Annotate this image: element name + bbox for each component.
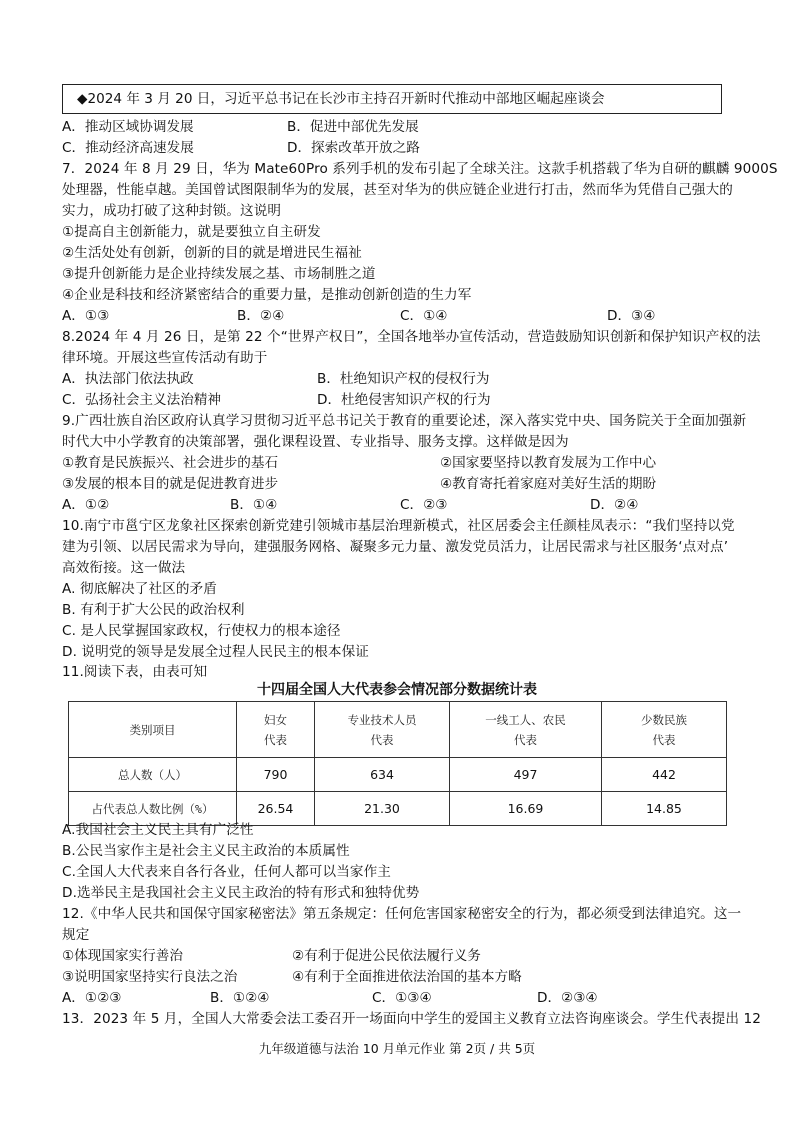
q12-option-d: D．②③④ (537, 990, 598, 1006)
q12-item-2: ②有利于促进公民依法履行义务 (292, 948, 481, 964)
q9-stem-line-2: 时代大中小学教育的决策部署，强化课程设置、专业指导、服务支撑。这样做是因为 (62, 434, 569, 450)
table-header-cell: 类别项目 (69, 702, 237, 758)
q7-stem-line-1: 7．2024 年 8 月 29 日，华为 Mate60Pro 系列手机的发布引起了全球关注。这款手机搭载了华为自研的麒麟 9000S (62, 161, 778, 177)
q10-stem-line-3: 高效衔接。这一做法 (62, 560, 186, 576)
q10-option-c: C. 是人民掌握国家政权，行使权力的根本途径 (62, 623, 341, 639)
q6-option-d: D．探索改革开放之路 (287, 140, 420, 156)
q8-option-b: B．杜绝知识产权的侵权行为 (317, 371, 490, 387)
q7-option-a: A．①③ (62, 308, 110, 324)
q12-stem-line-2: 规定 (62, 927, 90, 943)
table-header-cell: 少数民族 代表 (602, 702, 727, 758)
q9-option-b: B．①④ (230, 497, 278, 513)
q10-option-b: B. 有利于扩大公民的政治权利 (62, 602, 245, 618)
table-cell: 26.54 (237, 792, 315, 826)
q9-option-d: D．②④ (590, 497, 639, 513)
table-row-label: 占代表总人数比例（%） (69, 792, 237, 826)
q10-stem-line-1: 10.南宁市邕宁区龙象社区探索创新党建引领城市基层治理新模式，社区居委会主任颜桂凤表示：“我们坚持以党 (62, 518, 735, 534)
q9-item-3: ③发展的根本目的就是促进教育进步 (62, 476, 279, 492)
table-header-cell: 专业技术人员 代表 (315, 702, 450, 758)
q10-stem-line-2: 建为引领、以居民需求为导向，建强服务网格、凝聚多元力量、激发党员活力，让居民需求与社区服务‘点对点’ (62, 539, 729, 555)
q7-option-b: B．②④ (237, 308, 285, 324)
q7-stem-line-3: 实力，成功打破了这种封锁。这说明 (62, 203, 282, 219)
page-footer: 九年级道德与法治 10 月单元作业 第 2页 / 共 5页 (258, 1041, 536, 1056)
q8-stem-line-2: 律环境。开展这些宣传活动有助于 (62, 350, 268, 366)
q12-item-3: ③说明国家坚持实行良法之治 (62, 969, 238, 985)
news-box-text: ◆2024 年 3 月 20 日，习近平总书记在长沙市主持召开新时代推动中部地区崛起座谈会 (77, 91, 605, 107)
q12-item-4: ④有利于全面推进依法治国的基本方略 (292, 969, 522, 985)
table-row (69, 758, 727, 792)
table-cell: 14.85 (602, 792, 727, 826)
q11-stem: 11.阅读下表，由表可知 (62, 664, 208, 680)
table-cell: 21.30 (315, 792, 450, 826)
q7-stem-line-2: 处理器，性能卓越。美国曾试图限制华为的发展，甚至对华为的供应链企业进行打击，然而华为凭借自己强大的 (62, 182, 733, 198)
table-cell: 442 (602, 758, 727, 792)
q7-item-3: ③提升创新能力是企业持续发展之基、市场制胜之道 (62, 266, 376, 282)
q8-option-d: D．杜绝侵害知识产权的行为 (317, 392, 491, 408)
q8-stem-line-1: 8.2024 年 4 月 26 日，是第 22 个“世界产权日”，全国各地举办宣传活动，营造鼓励知识创新和保护知识产权的法 (62, 329, 761, 345)
news-box (62, 84, 722, 114)
q6-option-b: B．促进中部优先发展 (287, 119, 419, 135)
table-header-cell: 一线工人、农民 代表 (450, 702, 602, 758)
q12-item-1: ①体现国家实行善治 (62, 948, 183, 964)
q12-option-b: B．①②④ (210, 990, 270, 1006)
q13-stem-line-1: 13．2023 年 5 月，全国人大常委会法工委召开一场面向中学生的爱国主义教育立法咨询座谈会。学生代表提出 12 (62, 1011, 761, 1027)
q7-item-2: ②生活处处有创新，创新的目的就是增进民生福祉 (62, 245, 362, 261)
table-title: 十四届全国人大代表参会情况部分数据统计表 (257, 682, 537, 698)
q7-item-4: ④企业是科技和经济紧密结合的重要力量，是推动创新创造的生力军 (62, 287, 472, 303)
q9-item-1: ①教育是民族振兴、社会进步的基石 (62, 455, 279, 471)
q9-item-4: ④教育寄托着家庭对美好生活的期盼 (440, 476, 657, 492)
q12-stem-line-1: 12.《中华人民共和国保守国家秘密法》第五条规定：任何危害国家秘密安全的行为，都必须受到法律追究。这一 (62, 906, 742, 922)
table-row-label: 总人数（人） (69, 758, 237, 792)
q10-option-d: D. 说明党的领导是发展全过程人民民主的根本保证 (62, 644, 369, 660)
stats-table (68, 701, 727, 826)
q12-option-c: C．①③④ (372, 990, 432, 1006)
table-cell: 790 (237, 758, 315, 792)
q7-item-1: ①提高自主创新能力，就是要独立自主研发 (62, 224, 321, 240)
table-header-cell: 妇女 代表 (237, 702, 315, 758)
table-cell: 497 (450, 758, 602, 792)
q8-option-c: C．弘扬社会主义法治精神 (62, 392, 222, 408)
q9-option-c: C．②③ (400, 497, 448, 513)
q7-option-c: C．①④ (400, 308, 448, 324)
q6-option-c: C．推动经济高速发展 (62, 140, 194, 156)
q10-option-a: A. 彻底解决了社区的矛盾 (62, 581, 217, 597)
q8-option-a: A．执法部门依法执政 (62, 371, 194, 387)
table-cell: 16.69 (450, 792, 602, 826)
q7-option-d: D．③④ (607, 308, 656, 324)
q9-stem-line-1: 9.广西壮族自治区政府认真学习贯彻习近平总书记关于教育的重要论述，深入落实党中央、国务院关于全面加强新 (62, 413, 747, 429)
q12-option-a: A．①②③ (62, 990, 122, 1006)
q9-item-2: ②国家要坚持以教育发展为工作中心 (440, 455, 657, 471)
q11-option-c: C.全国人大代表来自各行各业，任何人都可以当家作主 (62, 864, 391, 880)
table-header-row (69, 702, 727, 758)
q11-option-a: A.我国社会主义民主具有广泛性 (62, 822, 254, 838)
table-cell: 634 (315, 758, 450, 792)
q9-option-a: A．①② (62, 497, 110, 513)
q11-option-d: D.选举民主是我国社会主义民主政治的特有形式和独特优势 (62, 885, 420, 901)
q11-option-b: B.公民当家作主是社会主义民主政治的本质属性 (62, 843, 350, 859)
q6-option-a: A．推动区域协调发展 (62, 119, 194, 135)
